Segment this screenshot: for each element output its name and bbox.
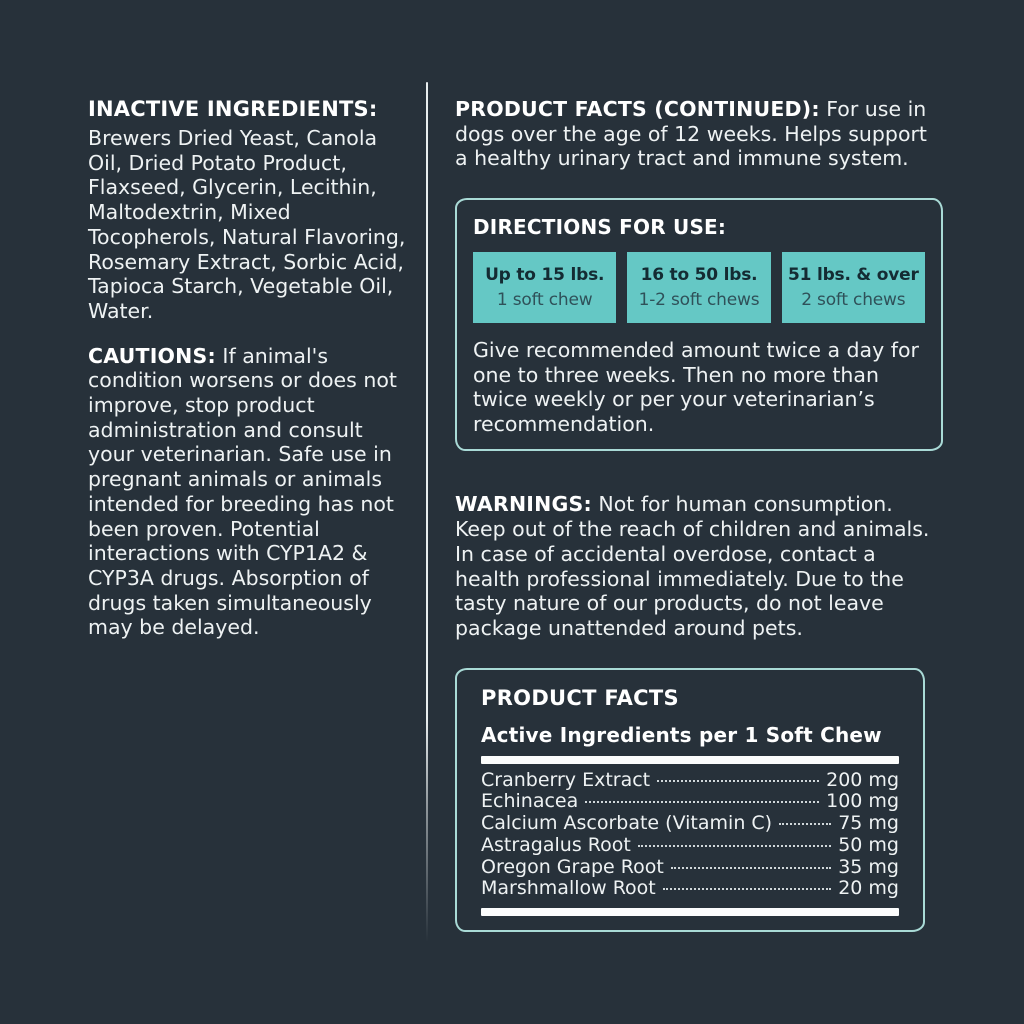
product-facts-box: [455, 668, 925, 932]
ingredient-row: [481, 835, 899, 857]
dosage-amount-label: 1 soft chew: [496, 290, 593, 311]
ingredient-row: [481, 770, 899, 792]
inactive-ingredients-section: [88, 97, 410, 324]
ingredient-name: Cranberry Extract: [481, 768, 651, 791]
separator-bar-top: [481, 756, 899, 764]
ingredient-row: [481, 813, 899, 835]
dosage-amount-label: 2 soft chews: [801, 290, 906, 311]
ingredient-name: Oregon Grape Root: [481, 855, 664, 878]
right-column: [455, 97, 943, 932]
cautions-paragraph: [88, 344, 410, 640]
ingredient-name: Astragalus Root: [481, 833, 631, 856]
inactive-ingredients-heading: INACTIVE INGREDIENTS:: [88, 97, 378, 121]
ingredient-amount: 200 mg: [826, 768, 899, 791]
ingredient-amount: 35 mg: [838, 855, 899, 878]
dosage-weight-label: Up to 15 lbs.: [485, 265, 605, 286]
ingredient-name: Calcium Ascorbate (Vitamin C): [481, 812, 773, 835]
dot-leader: [657, 779, 819, 782]
ingredient-list: [481, 770, 899, 900]
directions-body: Give recommended amount twice a day for one to three weeks. Then no more than twice weekly or per your veterinarian’s recommendation.: [473, 338, 919, 436]
dot-leader: [638, 844, 831, 847]
dosage-row: [473, 252, 925, 323]
ingredient-row: [481, 791, 899, 813]
cautions-heading: CAUTIONS:: [88, 343, 216, 368]
ingredient-row: [481, 857, 899, 879]
dot-leader: [585, 800, 819, 803]
dot-leader: [663, 887, 831, 890]
inactive-ingredients-body: Brewers Dried Yeast, Canola Oil, Dried Potato Product, Flaxseed, Glycerin, Lecithin, Maltodextrin, Mixed Tocopherols, Natural Flavoring, Rosemary Extract, Sorbic Acid, Tapioca Starch, Vegetable Oil, Water.: [88, 126, 406, 323]
dosage-box-small-dog: [473, 252, 616, 323]
cautions-section: [88, 344, 410, 640]
dot-leader: [779, 822, 831, 825]
column-divider: [426, 82, 428, 942]
product-facts-continued-body: For use in dogs over the age of 12 weeks. Helps support a healthy urinary tract and immune system.: [455, 97, 927, 171]
directions-for-use-box: [455, 198, 943, 451]
ingredient-amount: 20 mg: [838, 877, 899, 900]
warnings-paragraph: [455, 492, 947, 640]
dosage-box-large-dog: [782, 252, 925, 323]
dot-leader: [671, 866, 831, 869]
ingredient-name: Echinacea: [481, 790, 579, 813]
dosage-weight-label: 16 to 50 lbs.: [640, 265, 758, 286]
separator-bar-bottom: [481, 908, 899, 916]
dosage-weight-label: 51 lbs. & over: [787, 265, 919, 286]
warnings-body: Not for human consumption. Keep out of the reach of children and animals. In case of accidental overdose, contact a health professional immediately. Due to the tasty nature of our products, do not leave package unattended around pets.: [455, 492, 930, 640]
dosage-amount-label: 1-2 soft chews: [638, 290, 760, 311]
ingredient-row: [481, 878, 899, 900]
directions-heading: DIRECTIONS FOR USE:: [473, 215, 727, 240]
active-ingredients-subheading: Active Ingredients per 1 Soft Chew: [481, 722, 882, 747]
product-facts-continued-heading: PRODUCT FACTS (CONTINUED):: [455, 97, 820, 121]
product-facts-heading: PRODUCT FACTS: [481, 685, 679, 710]
dosage-box-medium-dog: [627, 252, 770, 323]
cautions-body: If animal's condition worsens or does not improve, stop product administration and consult your veterinarian. Safe use in pregnant animals or animals intended for breeding has not been proven. Potential interactions with CYP1A2 & CYP3A drugs. Absorption of drugs taken simultaneously may be delayed.: [88, 343, 397, 640]
warnings-heading: WARNINGS:: [455, 492, 592, 517]
ingredient-amount: 50 mg: [838, 833, 899, 856]
ingredient-name: Marshmallow Root: [481, 877, 656, 900]
product-facts-continued-paragraph: [455, 97, 943, 171]
left-column: [88, 97, 410, 640]
ingredient-amount: 75 mg: [838, 812, 899, 835]
ingredient-amount: 100 mg: [826, 790, 899, 813]
